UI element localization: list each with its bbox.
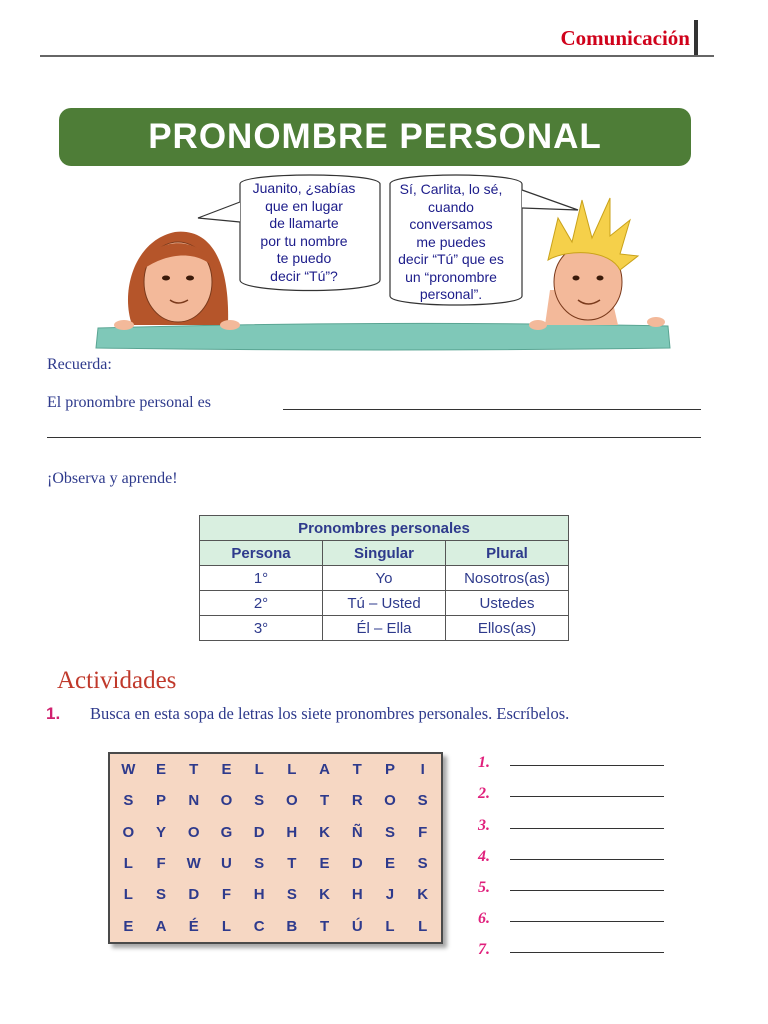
- letter-cell[interactable]: D: [188, 886, 200, 904]
- answer-line[interactable]: [510, 952, 664, 953]
- letter-cell[interactable]: J: [385, 886, 395, 904]
- letter-cell[interactable]: Ú: [351, 917, 363, 935]
- answer-number: 6.: [478, 910, 490, 928]
- bubble-line: de llamarte: [269, 215, 339, 231]
- letter-cell[interactable]: S: [417, 855, 428, 873]
- header-divider: [40, 55, 714, 57]
- letter-cell[interactable]: T: [319, 792, 330, 810]
- letter-cell[interactable]: L: [287, 761, 297, 779]
- letter-cell[interactable]: T: [352, 761, 362, 779]
- letter-cell[interactable]: F: [418, 823, 428, 841]
- table-cell: 2°: [200, 591, 323, 616]
- letter-cell[interactable]: K: [319, 886, 330, 904]
- letter-cell[interactable]: E: [123, 917, 134, 935]
- letter-cell[interactable]: L: [221, 917, 232, 935]
- answer-number: 5.: [478, 878, 490, 896]
- letter-cell[interactable]: R: [351, 792, 363, 810]
- letter-cell[interactable]: S: [254, 792, 265, 810]
- activity-number: 1.: [46, 704, 61, 723]
- table-row: [200, 616, 569, 641]
- letter-cell[interactable]: L: [123, 886, 133, 904]
- table-header-plural: Plural: [446, 541, 569, 566]
- letter-cell[interactable]: E: [384, 855, 395, 873]
- bubble-line: decir “Tú”?: [270, 267, 338, 284]
- table-cell: Ellos(as): [446, 616, 569, 641]
- answer-row: [478, 835, 664, 866]
- answer-row: [478, 897, 664, 928]
- letter-cell[interactable]: O: [220, 792, 233, 810]
- table-cell: Él – Ella: [323, 616, 446, 641]
- letter-cell[interactable]: A: [155, 917, 167, 935]
- letter-cell[interactable]: S: [384, 823, 395, 841]
- letter-cell[interactable]: L: [418, 917, 428, 935]
- answer-line[interactable]: [283, 409, 701, 410]
- speech-bubble-right: [389, 181, 513, 304]
- answer-line[interactable]: [510, 859, 664, 860]
- letter-cell[interactable]: F: [221, 886, 232, 904]
- table-cell: 3°: [200, 616, 323, 641]
- bubble-line: un “pronombre: [405, 268, 497, 285]
- table-caption: Pronombres personales: [200, 516, 569, 541]
- letter-cell[interactable]: H: [286, 823, 298, 841]
- bubble-line: Juanito, ¿sabías: [252, 180, 356, 196]
- answer-list: [478, 741, 664, 959]
- letter-cell[interactable]: B: [286, 917, 298, 935]
- letter-cell[interactable]: S: [123, 792, 134, 810]
- answer-line[interactable]: [510, 796, 664, 797]
- letter-cell[interactable]: S: [417, 792, 428, 810]
- bubble-line: cuando: [428, 198, 474, 215]
- letter-cell[interactable]: U: [221, 855, 232, 873]
- answer-number: 1.: [478, 754, 490, 772]
- title-banner: [59, 108, 691, 166]
- table-header-singular: Singular: [323, 541, 446, 566]
- letter-cell[interactable]: L: [254, 761, 264, 779]
- letter-cell[interactable]: T: [189, 761, 199, 779]
- boy-figure: [529, 198, 665, 330]
- recuerda-label: Recuerda:: [47, 356, 112, 373]
- activity-instruction: Busca en esta sopa de letras los siete pronombres personales. Escríbelos.: [90, 704, 570, 723]
- letter-cell[interactable]: S: [286, 886, 297, 904]
- table-cell: Tú – Usted: [323, 591, 446, 616]
- observa-label: ¡Observa y aprende!: [47, 470, 178, 487]
- letter-cell[interactable]: E: [221, 761, 232, 779]
- answer-row: [478, 772, 664, 803]
- letter-cell[interactable]: T: [319, 917, 330, 935]
- answer-line[interactable]: [510, 828, 664, 829]
- bubble-line: me puedes: [416, 233, 486, 250]
- answer-row: [478, 803, 664, 834]
- bubble-line: personal”.: [419, 286, 483, 302]
- table-header-persona: Persona: [200, 541, 323, 566]
- letter-cell[interactable]: A: [319, 761, 330, 779]
- bubble-line: Sí, Carlita, lo sé,: [399, 181, 503, 197]
- letter-cell[interactable]: G: [220, 823, 233, 841]
- letter-cell[interactable]: E: [319, 855, 330, 873]
- letter-cell[interactable]: O: [187, 823, 200, 841]
- letter-cell[interactable]: O: [384, 792, 396, 810]
- letter-cell[interactable]: S: [156, 886, 167, 904]
- answer-line[interactable]: [47, 437, 701, 438]
- letter-cell[interactable]: W: [186, 855, 201, 873]
- answer-line[interactable]: [510, 765, 664, 766]
- letter-cell[interactable]: L: [123, 855, 133, 873]
- answer-row: [478, 928, 664, 959]
- answer-number: 7.: [478, 941, 490, 959]
- answer-row: [478, 866, 664, 897]
- pronouns-table: [199, 515, 569, 641]
- letter-cell[interactable]: Y: [156, 823, 167, 841]
- letter-cell[interactable]: O: [122, 823, 135, 841]
- letter-cell[interactable]: D: [253, 823, 265, 841]
- letter-cell[interactable]: D: [351, 855, 363, 873]
- bubble-line: te puedo: [276, 250, 332, 266]
- answer-line[interactable]: [510, 890, 664, 891]
- table-cell: Nosotros(as): [446, 566, 569, 591]
- answer-number: 3.: [478, 816, 490, 834]
- answer-number: 4.: [478, 847, 490, 865]
- letter-cell[interactable]: C: [253, 917, 265, 935]
- girl-figure: [114, 232, 240, 330]
- answer-number: 2.: [478, 785, 490, 803]
- answer-row: [478, 741, 664, 772]
- table-row: [200, 591, 569, 616]
- letter-cell[interactable]: H: [351, 886, 363, 904]
- answer-line[interactable]: [510, 921, 664, 922]
- letter-cell[interactable]: T: [287, 855, 297, 873]
- letter-cell[interactable]: W: [121, 761, 136, 779]
- comic-illustration: [90, 170, 676, 352]
- activities-heading: Actividades: [57, 667, 177, 694]
- table-cell: Yo: [323, 566, 446, 591]
- letter-cell[interactable]: N: [188, 792, 200, 810]
- letter-cell[interactable]: H: [253, 886, 265, 904]
- letter-cell[interactable]: P: [156, 792, 167, 810]
- letter-cell[interactable]: K: [319, 823, 330, 841]
- bubble-line: que en lugar: [265, 197, 343, 214]
- letter-cell[interactable]: P: [384, 761, 395, 779]
- letter-cell[interactable]: É: [188, 917, 199, 935]
- letter-cell[interactable]: F: [156, 855, 166, 873]
- letter-cell[interactable]: S: [254, 855, 265, 873]
- header-accent-bar: [694, 20, 698, 56]
- letter-cell[interactable]: I: [420, 761, 425, 779]
- letter-cell[interactable]: E: [156, 761, 167, 779]
- speech-bubble-left: [238, 180, 370, 285]
- letter-cell[interactable]: K: [417, 886, 429, 904]
- letter-cell[interactable]: O: [286, 792, 298, 810]
- bubble-line: conversamos: [409, 216, 493, 232]
- bubble-line: decir “Tú” que es: [398, 251, 504, 267]
- table-cell: Ustedes: [446, 591, 569, 616]
- letter-cell[interactable]: Ñ: [351, 823, 363, 841]
- letter-cell[interactable]: L: [385, 917, 395, 935]
- table-row: [200, 566, 569, 591]
- page-title: PRONOMBRE PERSONAL: [148, 117, 602, 156]
- definition-prompt: El pronombre personal es: [47, 394, 211, 411]
- table-cell: 1°: [200, 566, 323, 591]
- bubble-line: por tu nombre: [260, 232, 348, 249]
- word-search-grid[interactable]: [108, 752, 443, 944]
- subject-label: Comunicación: [560, 26, 690, 50]
